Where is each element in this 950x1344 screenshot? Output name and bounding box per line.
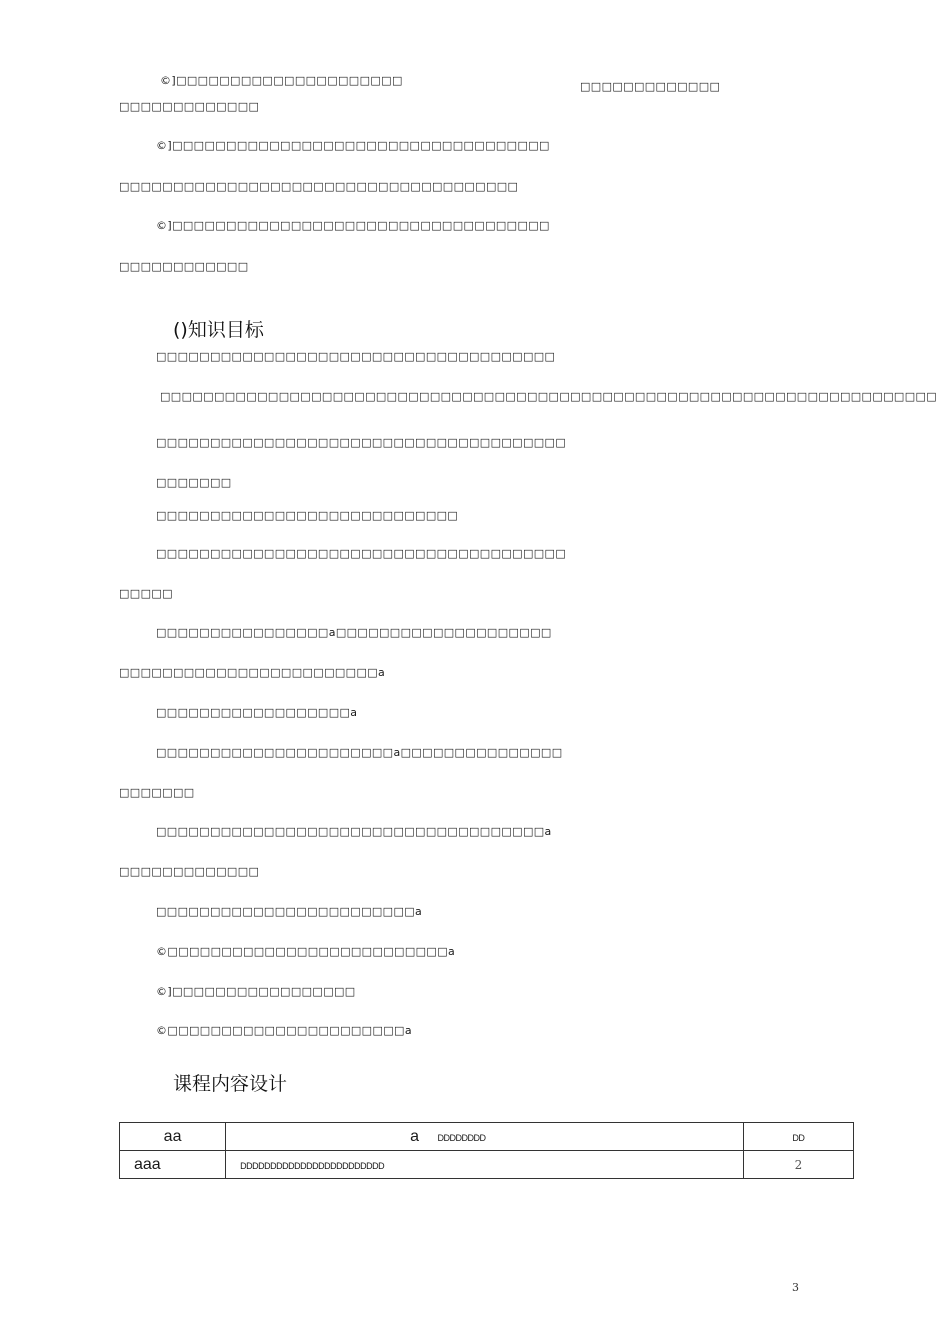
table-row: [120, 1123, 854, 1151]
text-line: □□□□□□□: [119, 786, 195, 799]
text-line: ©]□□□□□□□□□□□□□□□□□□□□□□□□□□□□□□□□□□□: [156, 219, 550, 232]
cell-subtext: DDDDDDDD: [437, 1132, 486, 1143]
section-heading-course-design: 课程内容设计: [173, 1073, 288, 1095]
table-cell: [120, 1123, 226, 1151]
text-line: ©]□□□□□□□□□□□□□□□□□□□□□□□□□□□□□□□□□□□: [156, 139, 550, 152]
text-line: □□□□□□□□□□□□□□□□□□□□□□a□□□□□□□□□□□□□□□: [156, 746, 563, 759]
text-line: □□□□□□□□□□□□: [119, 260, 249, 273]
text-line: □□□□□□□□□□□□□□□□□□□□□□□□□□□□□□□□□□□□□: [156, 350, 556, 363]
cell-subtext: DDDDDDDDDDDDDDDDDDDDDDDD: [240, 1160, 385, 1171]
text-line: □□□□□□□□□□□□□□□□□□□□□□□□□□□□□□□□□□□□a: [156, 825, 552, 838]
course-content-table: [119, 1122, 854, 1179]
table-cell: [226, 1123, 744, 1151]
text-line: ©]□□□□□□□□□□□□□□□□□: [156, 985, 356, 998]
table-cell: [120, 1151, 226, 1179]
text-line: □□□□□□□□□□□□□□□□a□□□□□□□□□□□□□□□□□□□□: [156, 626, 552, 639]
cell-text: a: [410, 1127, 420, 1145]
text-line: □□□□□□□□□□□□□□□□□□□□□□□□□□□□□□□□□□□□□□: [156, 547, 567, 560]
page-number: 3: [792, 1281, 799, 1294]
text-line: □□□□□□□□□□□□□: [580, 80, 721, 93]
cell-text: aa: [163, 1127, 182, 1145]
text-line: □□□□□□□□□□□□□□□□□□□□□□□□a: [156, 905, 423, 918]
text-line: □□□□□□□□□□□□□□□□□□□□□□□□a: [119, 666, 386, 679]
table-cell: [226, 1151, 744, 1179]
table-row: [120, 1151, 854, 1179]
text-line: □□□□□□□□□□□□□□□□□□□□□□□□□□□□□□□□□□□□□□□□□□□□□□□□□□□□□□□□□□□□□□□□□□□□□□□□: [160, 390, 938, 403]
cell-text: aaa: [134, 1155, 161, 1173]
text-line: □□□□□□□□□□□□□: [119, 100, 260, 113]
text-line: ©□□□□□□□□□□□□□□□□□□□□□□a: [156, 1024, 412, 1037]
section-heading-knowledge-goals: ()知识目标: [173, 319, 264, 341]
text-line: □□□□□□□: [156, 476, 232, 489]
table-cell: [743, 1123, 853, 1151]
text-line: □□□□□□□□□□□□□: [119, 865, 260, 878]
text-line: □□□□□□□□□□□□□□□□□□□□□□□□□□□□□□□□□□□□□□: [156, 436, 567, 449]
text-line: ©]□□□□□□□□□□□□□□□□□□□□□: [160, 74, 403, 87]
text-line: □□□□□□□□□□□□□□□□□□a: [156, 706, 358, 719]
table-cell: [743, 1151, 853, 1179]
text-line: □□□□□: [119, 587, 173, 600]
cell-number: 2: [794, 1157, 803, 1172]
cell-text: DD: [792, 1132, 805, 1143]
text-line: □□□□□□□□□□□□□□□□□□□□□□□□□□□□: [156, 509, 459, 522]
text-line: ©□□□□□□□□□□□□□□□□□□□□□□□□□□a: [156, 945, 456, 958]
text-line: □□□□□□□□□□□□□□□□□□□□□□□□□□□□□□□□□□□□□: [119, 180, 519, 193]
